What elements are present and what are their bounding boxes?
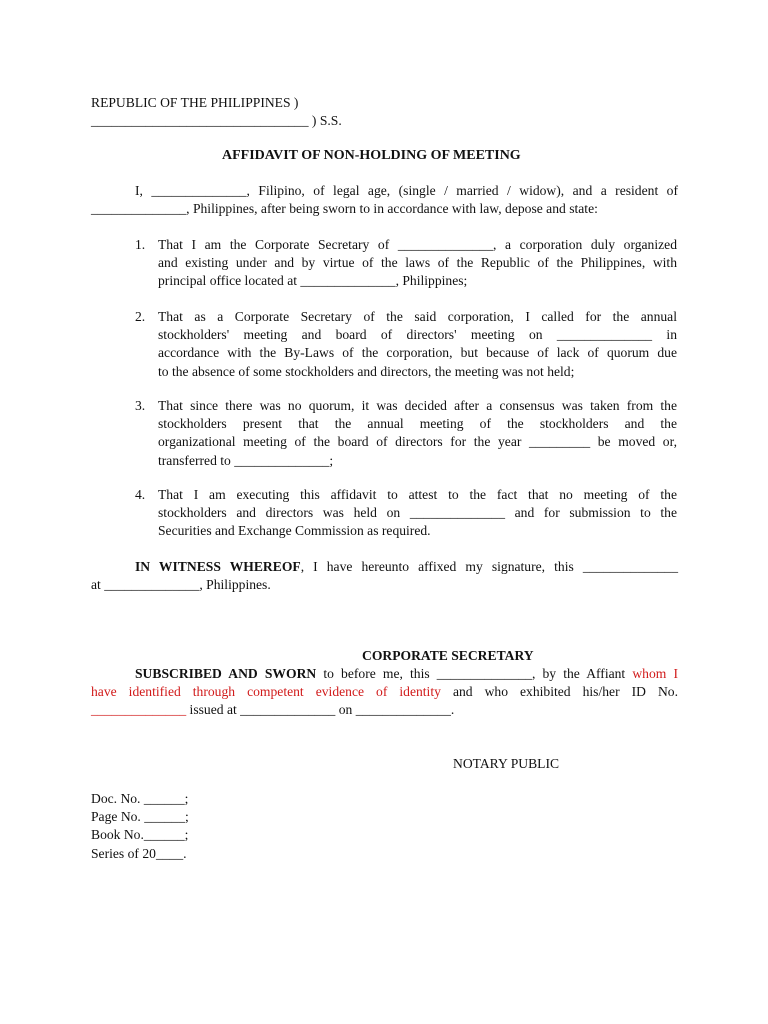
- transfer-date-blank: ______________: [234, 452, 330, 468]
- book-no-line: [91, 826, 189, 844]
- item-line: [158, 272, 677, 290]
- register-label: Book No.: [91, 827, 144, 843]
- item-line: [158, 433, 677, 451]
- register-blank: ______: [143, 791, 185, 806]
- jurat-text: and who exhibited his/her ID No.: [440, 684, 678, 699]
- item-number: 1.: [135, 237, 146, 252]
- item-text: transferred to: [158, 452, 235, 468]
- item-text: That since there was no quorum, it was decided after a consensus was taken from the: [158, 398, 677, 413]
- item-line: [158, 397, 677, 415]
- year-blank: _________: [528, 434, 591, 450]
- jurat-text: .: [450, 702, 455, 717]
- office-location-blank: ______________: [300, 273, 396, 289]
- witness-text: , Philippines.: [199, 577, 271, 592]
- item-number: 4.: [135, 487, 146, 502]
- intro-text-b: , Filipino, of legal age, (single / married / widow), and a resident of: [246, 183, 678, 198]
- register-end: ;: [184, 791, 189, 806]
- corporate-secretary-signature-label: [362, 647, 534, 665]
- jurat-line-1: [135, 665, 678, 683]
- witness-line-2: [91, 576, 271, 594]
- item-text: to the absence of some stockholders and directors, the meeting was not held;: [158, 363, 575, 379]
- item-text: stockholders present that the annual meeting of the stockholders and the: [158, 416, 677, 432]
- notary-public-text: NOTARY PUBLIC: [453, 756, 560, 771]
- residence-blank: ______________: [91, 201, 187, 216]
- signature-date-blank: ______________: [582, 559, 678, 574]
- series-line: [91, 845, 189, 863]
- item-text: That as a Corporate Secretary of the said corporation, I called for the annual: [158, 309, 677, 324]
- list-item-1: [0, 236, 768, 296]
- register-blank: ____: [155, 845, 184, 861]
- intro-line-1: [135, 182, 678, 200]
- jurat-text: issued at: [186, 702, 241, 717]
- item-line: [158, 326, 677, 344]
- jurat-red-text: have identified through competent evidence of identity: [91, 684, 441, 699]
- notary-public-label: [453, 755, 559, 773]
- signature-place-blank: ______________: [104, 577, 200, 592]
- item-line: [158, 254, 677, 272]
- item-text: That I am the Corporate Secretary of: [158, 237, 398, 252]
- issued-on-blank: ______________: [355, 702, 451, 717]
- register-label: Series of 20: [91, 845, 156, 861]
- corporation-blank: ______________: [397, 237, 493, 252]
- item-text: , Philippines;: [395, 273, 468, 289]
- jurat-red-text: whom I: [632, 666, 678, 681]
- item-line: [158, 363, 677, 381]
- ss-label: ) S.S.: [308, 113, 342, 128]
- item-text: and existing under and by virtue of the laws of the Republic of the Philippines, with: [158, 255, 677, 271]
- intro-line-2: [91, 200, 598, 218]
- list-item-4: [0, 486, 768, 546]
- witness-heading: IN WITNESS WHEREOF: [135, 559, 301, 574]
- list-item-2: [0, 308, 768, 384]
- item-line: [158, 415, 677, 433]
- republic-label: REPUBLIC OF THE PHILIPPINES ): [91, 95, 299, 110]
- item-line: [158, 504, 677, 522]
- item-text: be moved or,: [590, 434, 677, 450]
- item-text: stockholders' meeting and board of directors' meeting on: [158, 327, 557, 343]
- meeting-date-blank: ______________: [556, 327, 653, 343]
- register-end: .: [183, 845, 187, 861]
- jurat-text: , by the Affiant: [531, 666, 633, 681]
- jurat-date-blank: ______________: [436, 666, 532, 681]
- doc-no-line: [91, 790, 189, 808]
- item-line: [158, 344, 677, 362]
- register-blank: ______: [144, 809, 186, 825]
- item-text: accordance with the By-Laws of the corporation, but because of lack of quorum due: [158, 345, 677, 361]
- item-line: [158, 486, 677, 504]
- intro-text-a: I,: [135, 183, 152, 198]
- header-line-1: [91, 94, 298, 112]
- venue-blank: ________________________________: [91, 113, 309, 128]
- item-text: ;: [329, 452, 334, 468]
- register-blank: ______: [143, 827, 185, 843]
- item-text: stockholders and directors was held on: [158, 505, 410, 521]
- item-text: , a corporation duly organized: [493, 237, 677, 252]
- notarial-register: [91, 790, 189, 863]
- page-no-line: [91, 808, 189, 826]
- register-label: Page No.: [91, 809, 145, 825]
- jurat-heading: SUBSCRIBED AND SWORN: [135, 666, 317, 681]
- header-line-2: [91, 112, 342, 130]
- item-number: 2.: [135, 309, 146, 324]
- item-line: [158, 308, 677, 326]
- id-number-blank: ______________: [91, 702, 187, 717]
- item-text: and for submission to the: [504, 505, 677, 521]
- issued-at-blank: ______________: [240, 702, 336, 717]
- register-label: Doc. No.: [91, 791, 144, 806]
- item-text: in: [652, 327, 677, 343]
- item-line: [158, 236, 677, 254]
- jurat-text: to before me, this: [316, 666, 437, 681]
- register-end: ;: [185, 809, 189, 825]
- item-line: [158, 452, 677, 470]
- register-end: ;: [184, 827, 189, 843]
- jurat-line-3: [91, 701, 454, 719]
- witness-line-1: [135, 558, 678, 576]
- intro-text-c: , Philippines, after being sworn to in accordance with law, depose and state:: [186, 201, 598, 216]
- affiant-name-blank: ______________: [151, 183, 247, 198]
- witness-text: , I have hereunto affixed my signature, this: [300, 559, 583, 574]
- witness-text: at: [91, 577, 105, 592]
- item-text: Securities and Exchange Commission as required.: [158, 523, 431, 539]
- corporate-secretary-text: CORPORATE SECRETARY: [362, 648, 534, 663]
- jurat-line-2: [91, 683, 678, 701]
- jurat-text: on: [335, 702, 356, 717]
- held-on-blank: ______________: [409, 505, 505, 521]
- item-text: That I am executing this affidavit to attest to the fact that no meeting of the: [158, 487, 677, 502]
- item-line: [158, 522, 677, 540]
- list-item-3: [0, 397, 768, 473]
- item-number: 3.: [135, 398, 146, 413]
- document-title: [222, 147, 521, 165]
- title-text: AFFIDAVIT OF NON-HOLDING OF MEETING: [222, 148, 521, 163]
- item-text: principal office located at: [158, 273, 301, 289]
- item-text: organizational meeting of the board of directors for the year: [158, 434, 529, 450]
